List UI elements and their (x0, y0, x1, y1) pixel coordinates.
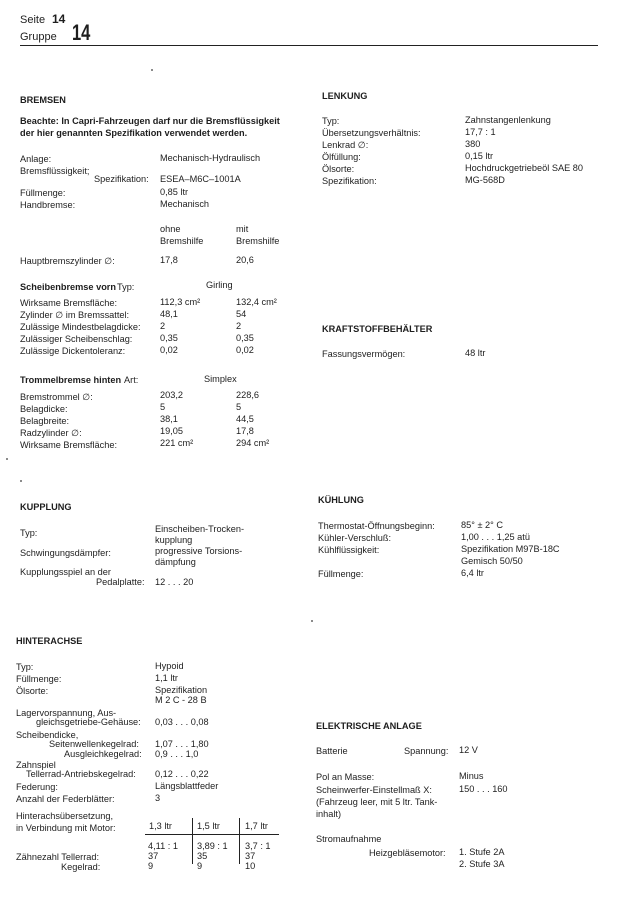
spec-value: MG-568D (465, 175, 505, 185)
spec-value: Zahnstangenlenkung (465, 115, 551, 125)
spec-label: Füllmenge: (20, 188, 66, 198)
table-cell: 10 (245, 861, 256, 871)
spec-label: Batterie (316, 746, 348, 756)
column-header: 1,5 ltr (197, 821, 220, 831)
spec-value: Spezifikation M97B-18C (461, 544, 560, 554)
spec-value: 0,85 ltr (160, 187, 189, 197)
table-rule (145, 834, 279, 835)
spec-value: 0,12 . . . 0,22 (155, 769, 209, 779)
section-title: ELEKTRISCHE ANLAGE (316, 721, 422, 731)
table-row-label: Zulässiger Scheibenschlag: (20, 334, 133, 344)
spec-label: Kühlflüssigkeit: (318, 545, 380, 555)
spec-value: 17,7 : 1 (465, 127, 496, 137)
spec-label: Spezifikation: (94, 174, 149, 184)
spec-value: Längsblattfeder (155, 781, 219, 791)
scan-speck (151, 69, 153, 71)
spec-value: dämpfung (155, 557, 196, 567)
table-row-label: Zulässige Mindestbelagdicke: (20, 322, 141, 332)
spec-label: Stromaufnahme (316, 834, 382, 844)
spec-label: in Verbindung mit Motor: (16, 823, 116, 833)
spec-label: Kühler-Verschluß: (318, 533, 392, 543)
table-cell: 0,35 (160, 333, 178, 343)
spec-value: Spezifikation (155, 685, 208, 695)
table-row-label: Zylinder ∅ im Bremssattel: (20, 310, 130, 320)
table-row-label: Wirksame Bremsfläche: (20, 298, 117, 308)
table-cell: 2 (160, 321, 166, 331)
spec-label: Heizgebläsemotor: (369, 848, 446, 858)
spec-label: Ausgleichkegelrad: (64, 749, 142, 759)
spec-label: Bremsflüssigkeit; (20, 166, 90, 176)
table-cell: 294 cm² (236, 438, 270, 448)
spec-label: Pol an Masse: (316, 772, 375, 782)
spec-value: 1. Stufe 2A (459, 847, 505, 857)
spec-value: 150 . . . 160 (459, 784, 508, 794)
spec-value: 48 ltr (465, 348, 486, 358)
table-cell: 0,35 (236, 333, 254, 343)
scan-speck (311, 620, 313, 622)
header-rule (20, 45, 598, 46)
spec-label: Ölsorte: (16, 686, 49, 696)
table-cell: 17,8 (236, 426, 254, 436)
spec-label: Lagervorspannung, Aus- (16, 708, 117, 718)
table-cell: 35 (197, 851, 208, 861)
subsection-title: Trommelbremse hinten (20, 375, 122, 385)
spec-value: 0,15 ltr (465, 151, 494, 161)
table-divider (192, 818, 193, 864)
table-row-label: Belagdicke: (20, 404, 68, 414)
table-divider (239, 818, 240, 864)
table-cell: 5 (160, 402, 166, 412)
spec-label: Typ: (117, 282, 135, 292)
spec-label: Spannung: (404, 746, 449, 756)
table-row-label: Belagbreite: (20, 416, 70, 426)
table-cell: 19,05 (160, 426, 183, 436)
spec-value: ESEA–M6C–1001A (160, 174, 241, 184)
table-cell: 37 (245, 851, 256, 861)
spec-value: kupplung (155, 535, 193, 545)
table-row-label: Radzylinder ∅: (20, 428, 82, 438)
spec-value: 17,8 (160, 255, 178, 265)
seite-label: Seite (20, 14, 46, 26)
section-title: LENKUNG (322, 91, 368, 101)
spec-label: Scheibendicke, (16, 730, 79, 740)
table-row-label: Zähnezahl Tellerrad: (16, 852, 100, 862)
spec-label: Scheinwerfer-Einstellmaß X: (316, 785, 432, 795)
spec-value: Gemisch 50/50 (461, 556, 523, 566)
table-cell: 9 (148, 861, 154, 871)
table-cell: 228,6 (236, 390, 259, 400)
table-row-label: Kegelrad: (61, 862, 101, 872)
section-title: BREMSEN (20, 95, 66, 105)
column-header: Bremshilfe (236, 236, 280, 246)
note-line: Beachte: In Capri-Fahrzeugen darf nur die Bremsflüssigkeit (20, 116, 280, 126)
spec-label: Pedalplatte: (96, 577, 145, 587)
column-header: ohne (160, 224, 181, 234)
note-line: der hier genannten Spezifikation verwendet werden. (20, 128, 248, 138)
table-cell: 112,3 cm² (160, 297, 201, 307)
column-header: 1,7 ltr (245, 821, 268, 831)
spec-label: Ölsorte: (322, 164, 355, 174)
spec-value: 85° ± 2° C (461, 520, 504, 530)
table-cell: 54 (236, 309, 247, 319)
table-cell: 0,02 (160, 345, 178, 355)
table-row-label: Wirksame Bremsfläche: (20, 440, 117, 450)
spec-value: Hochdruckgetriebeöl SAE 80 (465, 163, 583, 173)
table-cell: 37 (148, 851, 159, 861)
table-cell: 38,1 (160, 414, 178, 424)
spec-value: 1,1 ltr (155, 673, 178, 683)
table-row-label: Bremstrommel ∅: (20, 392, 93, 402)
section-title: KRAFTSTOFFBEHÄLTER (322, 324, 433, 334)
spec-label: Anlage: (20, 154, 52, 164)
column-header: Bremshilfe (160, 236, 204, 246)
scan-speck (20, 480, 22, 482)
seite-number: 14 (52, 12, 66, 26)
spec-value: Hypoid (155, 661, 184, 671)
spec-value: 0,03 . . . 0,08 (155, 717, 209, 727)
spec-value: 12 . . . 20 (155, 577, 194, 587)
section-title: HINTERACHSE (16, 636, 83, 646)
spec-label: Ölfüllung: (322, 152, 361, 162)
table-cell: 203,2 (160, 390, 183, 400)
table-row-label: Zulässige Dickentoleranz: (20, 346, 126, 356)
spec-label: Kupplungsspiel an der (20, 567, 111, 577)
table-cell: 0,02 (236, 345, 254, 355)
spec-value: 3 (155, 793, 161, 803)
spec-label: Spezifikation: (322, 176, 377, 186)
spec-label: Anzahl der Federblätter: (16, 794, 115, 804)
spec-value: 20,6 (236, 255, 254, 265)
spec-label: Lenkrad ∅: (322, 140, 369, 150)
spec-value: 12 V (459, 745, 478, 755)
spec-value: Minus (459, 771, 484, 781)
table-cell: 3,7 : 1 (245, 841, 271, 851)
spec-label: (Fahrzeug leer, mit 5 ltr. Tank- (316, 797, 438, 807)
spec-label: Typ: (20, 528, 38, 538)
table-cell: 132,4 cm² (236, 297, 277, 307)
spec-label: Fassungsvermögen: (322, 349, 406, 359)
table-cell: 221 cm² (160, 438, 194, 448)
spec-label: Typ: (16, 662, 34, 672)
table-cell: 3,89 : 1 (197, 841, 228, 851)
spec-label: Seitenwellenkegelrad: (49, 739, 139, 749)
spec-label: Zahnspiel (16, 760, 56, 770)
spec-value: Mechanisch (160, 199, 210, 209)
column-header: mit (236, 224, 249, 234)
table-cell: 5 (236, 402, 242, 412)
spec-label: Hauptbremszylinder ∅: (20, 256, 115, 266)
table-cell: 44,5 (236, 414, 254, 424)
table-cell: 9 (197, 861, 203, 871)
spec-label: Thermostat-Öffnungsbeginn: (318, 521, 435, 531)
spec-value: 2. Stufe 3A (459, 859, 505, 869)
subsection-title: Scheibenbremse vorn (20, 282, 116, 292)
spec-value: Mechanisch-Hydraulisch (160, 153, 261, 163)
table-cell: 4,11 : 1 (148, 841, 178, 851)
spec-label: Federung: (16, 782, 58, 792)
spec-value: 6,4 ltr (461, 568, 484, 578)
spec-value: Simplex (204, 374, 237, 384)
spec-label: inhalt) (316, 809, 342, 819)
spec-value: Girling (206, 280, 233, 290)
table-cell: 2 (236, 321, 242, 331)
spec-label: Füllmenge: (318, 569, 364, 579)
gruppe-label: Gruppe (20, 31, 57, 43)
spec-value: progressive Torsions- (155, 546, 243, 556)
spec-value: Einscheiben-Trocken- (155, 524, 245, 534)
section-title: KÜHLUNG (318, 495, 364, 505)
spec-label: gleichsgetriebe-Gehäuse: (36, 717, 141, 727)
spec-value: 1,07 . . . 1,80 (155, 739, 209, 749)
table-cell: 48,1 (160, 309, 178, 319)
spec-label: Übersetzungsverhältnis: (322, 128, 421, 138)
spec-label: Hinterachsübersetzung, (16, 811, 114, 821)
spec-label: Füllmenge: (16, 674, 62, 684)
spec-value: M 2 C - 28 B (155, 695, 207, 705)
spec-label: Schwingungsdämpfer: (20, 548, 111, 558)
spec-value: 380 (465, 139, 481, 149)
scan-speck (6, 458, 8, 460)
spec-label: Tellerrad-Antriebskegelrad: (26, 769, 136, 779)
spec-label: Art: (124, 375, 139, 385)
spec-label: Typ: (322, 116, 340, 126)
column-header: 1,3 ltr (149, 821, 172, 831)
section-title: KUPPLUNG (20, 502, 72, 512)
spec-value: 1,00 . . . 1,25 atü (461, 532, 530, 542)
gruppe-number: 14 (72, 20, 91, 45)
spec-label: Handbremse: (20, 200, 76, 210)
spec-value: 0,9 . . . 1,0 (155, 749, 199, 759)
